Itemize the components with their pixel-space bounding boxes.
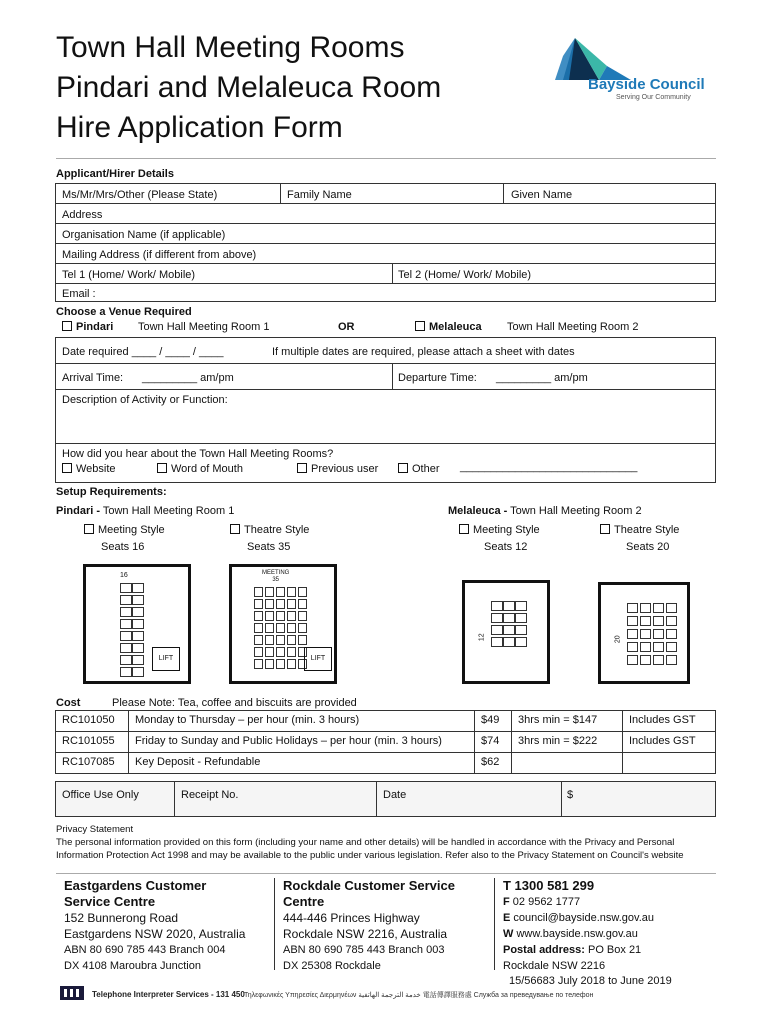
pindari-desc: Town Hall Meeting Room 1: [138, 321, 270, 333]
setup-pindari: Pindari - Town Hall Meeting Room 1: [56, 505, 235, 517]
setup-heading: Setup Requirements:: [56, 486, 167, 498]
word-checkbox[interactable]: [157, 463, 167, 473]
mailing-address-field[interactable]: Mailing Address (if different from above): [62, 249, 257, 261]
p-meeting-option[interactable]: Meeting Style: [84, 523, 165, 537]
cost-gst: Includes GST: [622, 731, 716, 753]
p-meeting-checkbox[interactable]: [84, 524, 94, 534]
cost-min: 3hrs min = $222: [511, 731, 623, 753]
cost-heading: Cost: [56, 697, 81, 709]
melaleuca-checkbox[interactable]: [415, 321, 425, 331]
receipt-field[interactable]: Receipt No.: [181, 789, 239, 801]
cost-min: 3hrs min = $147: [511, 710, 623, 732]
privacy-heading: Privacy Statement: [56, 824, 134, 835]
interpreter-icon: [60, 986, 84, 1000]
arrival-time-field[interactable]: _________ am/pm: [142, 372, 234, 384]
footer-rockdale: Rockdale Customer Service Centre 444-446 Princes Highway Rockdale NSW 2216, Australia ABN 80 690 785 443 Branch 003 DX 25308 Rockdale: [283, 878, 455, 972]
tel1-field[interactable]: Tel 1 (Home/ Work/ Mobile): [62, 269, 196, 281]
cost-min: [511, 752, 623, 774]
m-theatre-seats: Seats 20: [626, 541, 670, 553]
departure-time-field[interactable]: _________ am/pm: [496, 372, 588, 384]
cost-price: $74: [474, 731, 512, 753]
email-field[interactable]: Email :: [62, 288, 96, 300]
pindari-theatre-plan: MEETING 35 LIFT: [229, 564, 337, 684]
pindari-checkbox[interactable]: [62, 321, 72, 331]
cost-price: $49: [474, 710, 512, 732]
cost-gst: [622, 752, 716, 774]
pindari-meeting-plan: 16 LIFT: [83, 564, 191, 684]
other-checkbox[interactable]: [398, 463, 408, 473]
m-meeting-option[interactable]: Meeting Style: [459, 523, 540, 537]
previous-checkbox[interactable]: [297, 463, 307, 473]
interpreter-text: Telephone Interpreter Services - 131 450: [92, 990, 245, 999]
website-checkbox[interactable]: [62, 463, 72, 473]
family-name-field[interactable]: Family Name: [287, 189, 352, 201]
m-theatre-checkbox[interactable]: [600, 524, 610, 534]
logo-name: Bayside Council: [588, 76, 705, 93]
cost-code: RC101055: [55, 731, 129, 753]
office-date-field[interactable]: Date: [383, 789, 407, 801]
office-use-label: Office Use Only: [62, 789, 139, 801]
address-field[interactable]: Address: [62, 209, 103, 221]
p-theatre-seats: Seats 35: [247, 541, 291, 553]
header-divider: [56, 158, 716, 159]
footer-website[interactable]: W www.bayside.nsw.gov.au: [503, 928, 638, 940]
melaleuca-option[interactable]: Melaleuca: [415, 320, 482, 334]
logo-tagline: Serving Our Community: [616, 94, 691, 101]
title-field[interactable]: Ms/Mr/Mrs/Other (Please State): [62, 189, 218, 201]
tel2-field[interactable]: Tel 2 (Home/ Work/ Mobile): [398, 269, 532, 281]
melaleuca-theatre-plan: 20: [598, 582, 690, 684]
form-title: Town Hall Meeting Rooms Pindari and Melaleuca Room Hire Application Form: [56, 31, 442, 144]
venue-heading: Choose a Venue Required: [56, 306, 192, 318]
opt-previous-user[interactable]: Previous user: [297, 462, 378, 476]
arrival-time-label: Arrival Time:: [62, 372, 124, 384]
or-text: OR: [338, 321, 355, 333]
other-field[interactable]: _____________________________: [460, 461, 638, 473]
m-theatre-option[interactable]: Theatre Style: [600, 523, 679, 537]
cost-desc: Friday to Sunday and Public Holidays – per hour (min. 3 hours): [128, 731, 475, 753]
cost-note: Please Note: Tea, coffee and biscuits are provided: [112, 697, 357, 709]
applicant-heading: Applicant/Hirer Details: [56, 168, 174, 180]
departure-time-label: Departure Time:: [398, 372, 477, 384]
interpreter-languages: Τηλεφωνικές Υπηρεσίες Διερμηνέων خدمة الترجمة الهاتفية 電話傳譯服務處 Служба за преведување по телефон: [244, 992, 594, 999]
given-name-field[interactable]: Given Name: [511, 189, 573, 201]
version-note: 15/56683 July 2018 to June 2019: [509, 975, 672, 987]
opt-word-of-mouth[interactable]: Word of Mouth: [157, 462, 243, 476]
privacy-text: The personal information provided on this form (including your name and other details) will be handled in accordance with the Privacy and Personal Information Protection Act 1998 and may be available to the public under various legislation. Refer also to the Privacy Statement on Council's website: [56, 837, 684, 861]
office-amount-field[interactable]: $: [567, 789, 574, 801]
melaleuca-meeting-plan: 12: [462, 580, 550, 684]
hear-about-label: How did you hear about the Town Hall Meeting Rooms?: [62, 448, 334, 460]
p-meeting-seats: Seats 16: [101, 541, 145, 553]
m-meeting-seats: Seats 12: [484, 541, 528, 553]
p-theatre-option[interactable]: Theatre Style: [230, 523, 309, 537]
melaleuca-desc: Town Hall Meeting Room 2: [507, 321, 639, 333]
p-theatre-checkbox[interactable]: [230, 524, 240, 534]
cost-price: $62: [474, 752, 512, 774]
cost-desc: Key Deposit - Refundable: [128, 752, 475, 774]
date-required-field[interactable]: Date required ____ / ____ / ____: [62, 346, 224, 358]
opt-website[interactable]: Website: [62, 462, 116, 476]
footer-eastgardens: Eastgardens Customer Service Centre 152 Bunnerong Road Eastgardens NSW 2020, Australia ABN 80 690 785 443 Branch 004 DX 4108 Maroubra Junction: [64, 878, 246, 972]
cost-code: RC101050: [55, 710, 129, 732]
setup-melaleuca: Melaleuca - Town Hall Meeting Room 2: [448, 505, 642, 517]
opt-other[interactable]: Other: [398, 462, 440, 476]
footer-email[interactable]: E council@bayside.nsw.gov.au: [503, 912, 654, 924]
cost-desc: Monday to Thursday – per hour (min. 3 hours): [128, 710, 475, 732]
organisation-field[interactable]: Organisation Name (if applicable): [62, 229, 226, 241]
pindari-option[interactable]: Pindari: [62, 320, 113, 334]
multiple-dates-note: If multiple dates are required, please attach a sheet with dates: [272, 346, 575, 358]
cost-code: RC107085: [55, 752, 129, 774]
cost-gst: Includes GST: [622, 710, 716, 732]
description-field[interactable]: Description of Activity or Function:: [62, 394, 228, 406]
m-meeting-checkbox[interactable]: [459, 524, 469, 534]
footer-contact: T 1300 581 299 F 02 9562 1777 E council@bayside.nsw.gov.au W www.bayside.nsw.gov.au Postal address: PO Box 21 Rockdale NSW 2216: [503, 878, 654, 972]
